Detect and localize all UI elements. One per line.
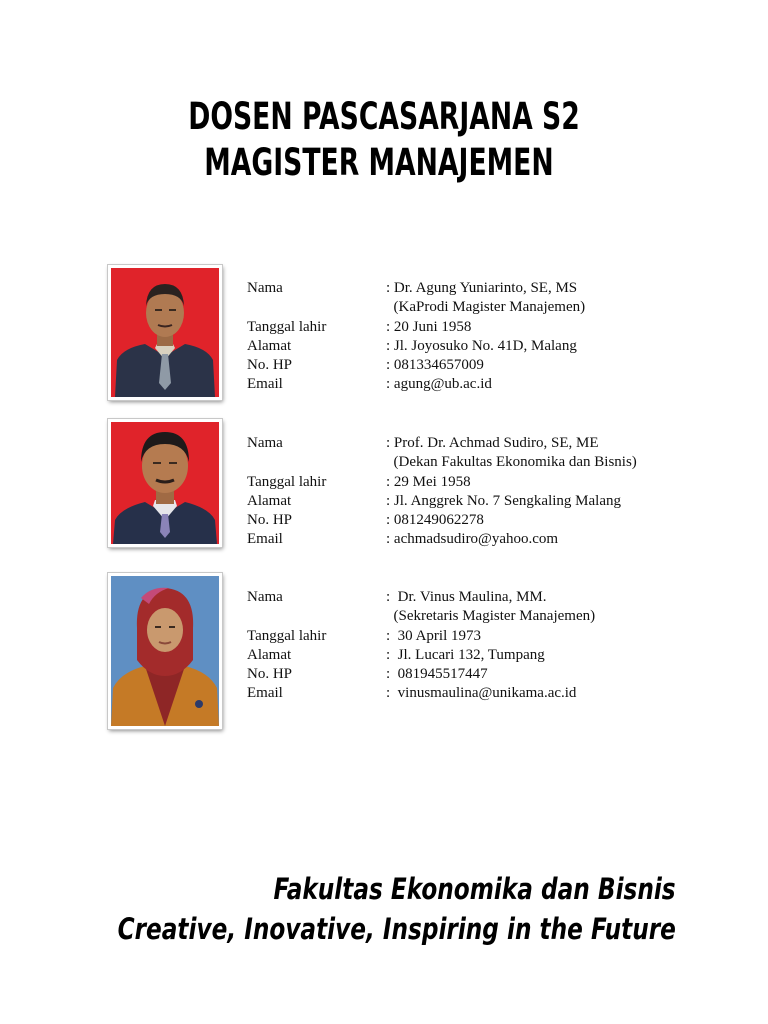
portrait-man-icon — [111, 422, 219, 544]
title-line-1: DOSEN PASCASARJANA S2 — [188, 95, 580, 138]
lecturer-photo-1 — [108, 265, 222, 400]
page-title — [108, 94, 661, 186]
portrait-woman-icon — [111, 576, 219, 726]
faculty-name: Fakultas Ekonomika dan Bisnis — [273, 872, 676, 906]
portrait-man-icon — [111, 268, 219, 397]
tagline: Creative, Inovative, Inspiring in the Future — [117, 912, 676, 946]
lecturer-photo-3 — [108, 573, 222, 729]
title-line-2: MAGISTER MANAJEMEN — [204, 141, 554, 184]
lecturer-photo-2 — [108, 419, 222, 547]
